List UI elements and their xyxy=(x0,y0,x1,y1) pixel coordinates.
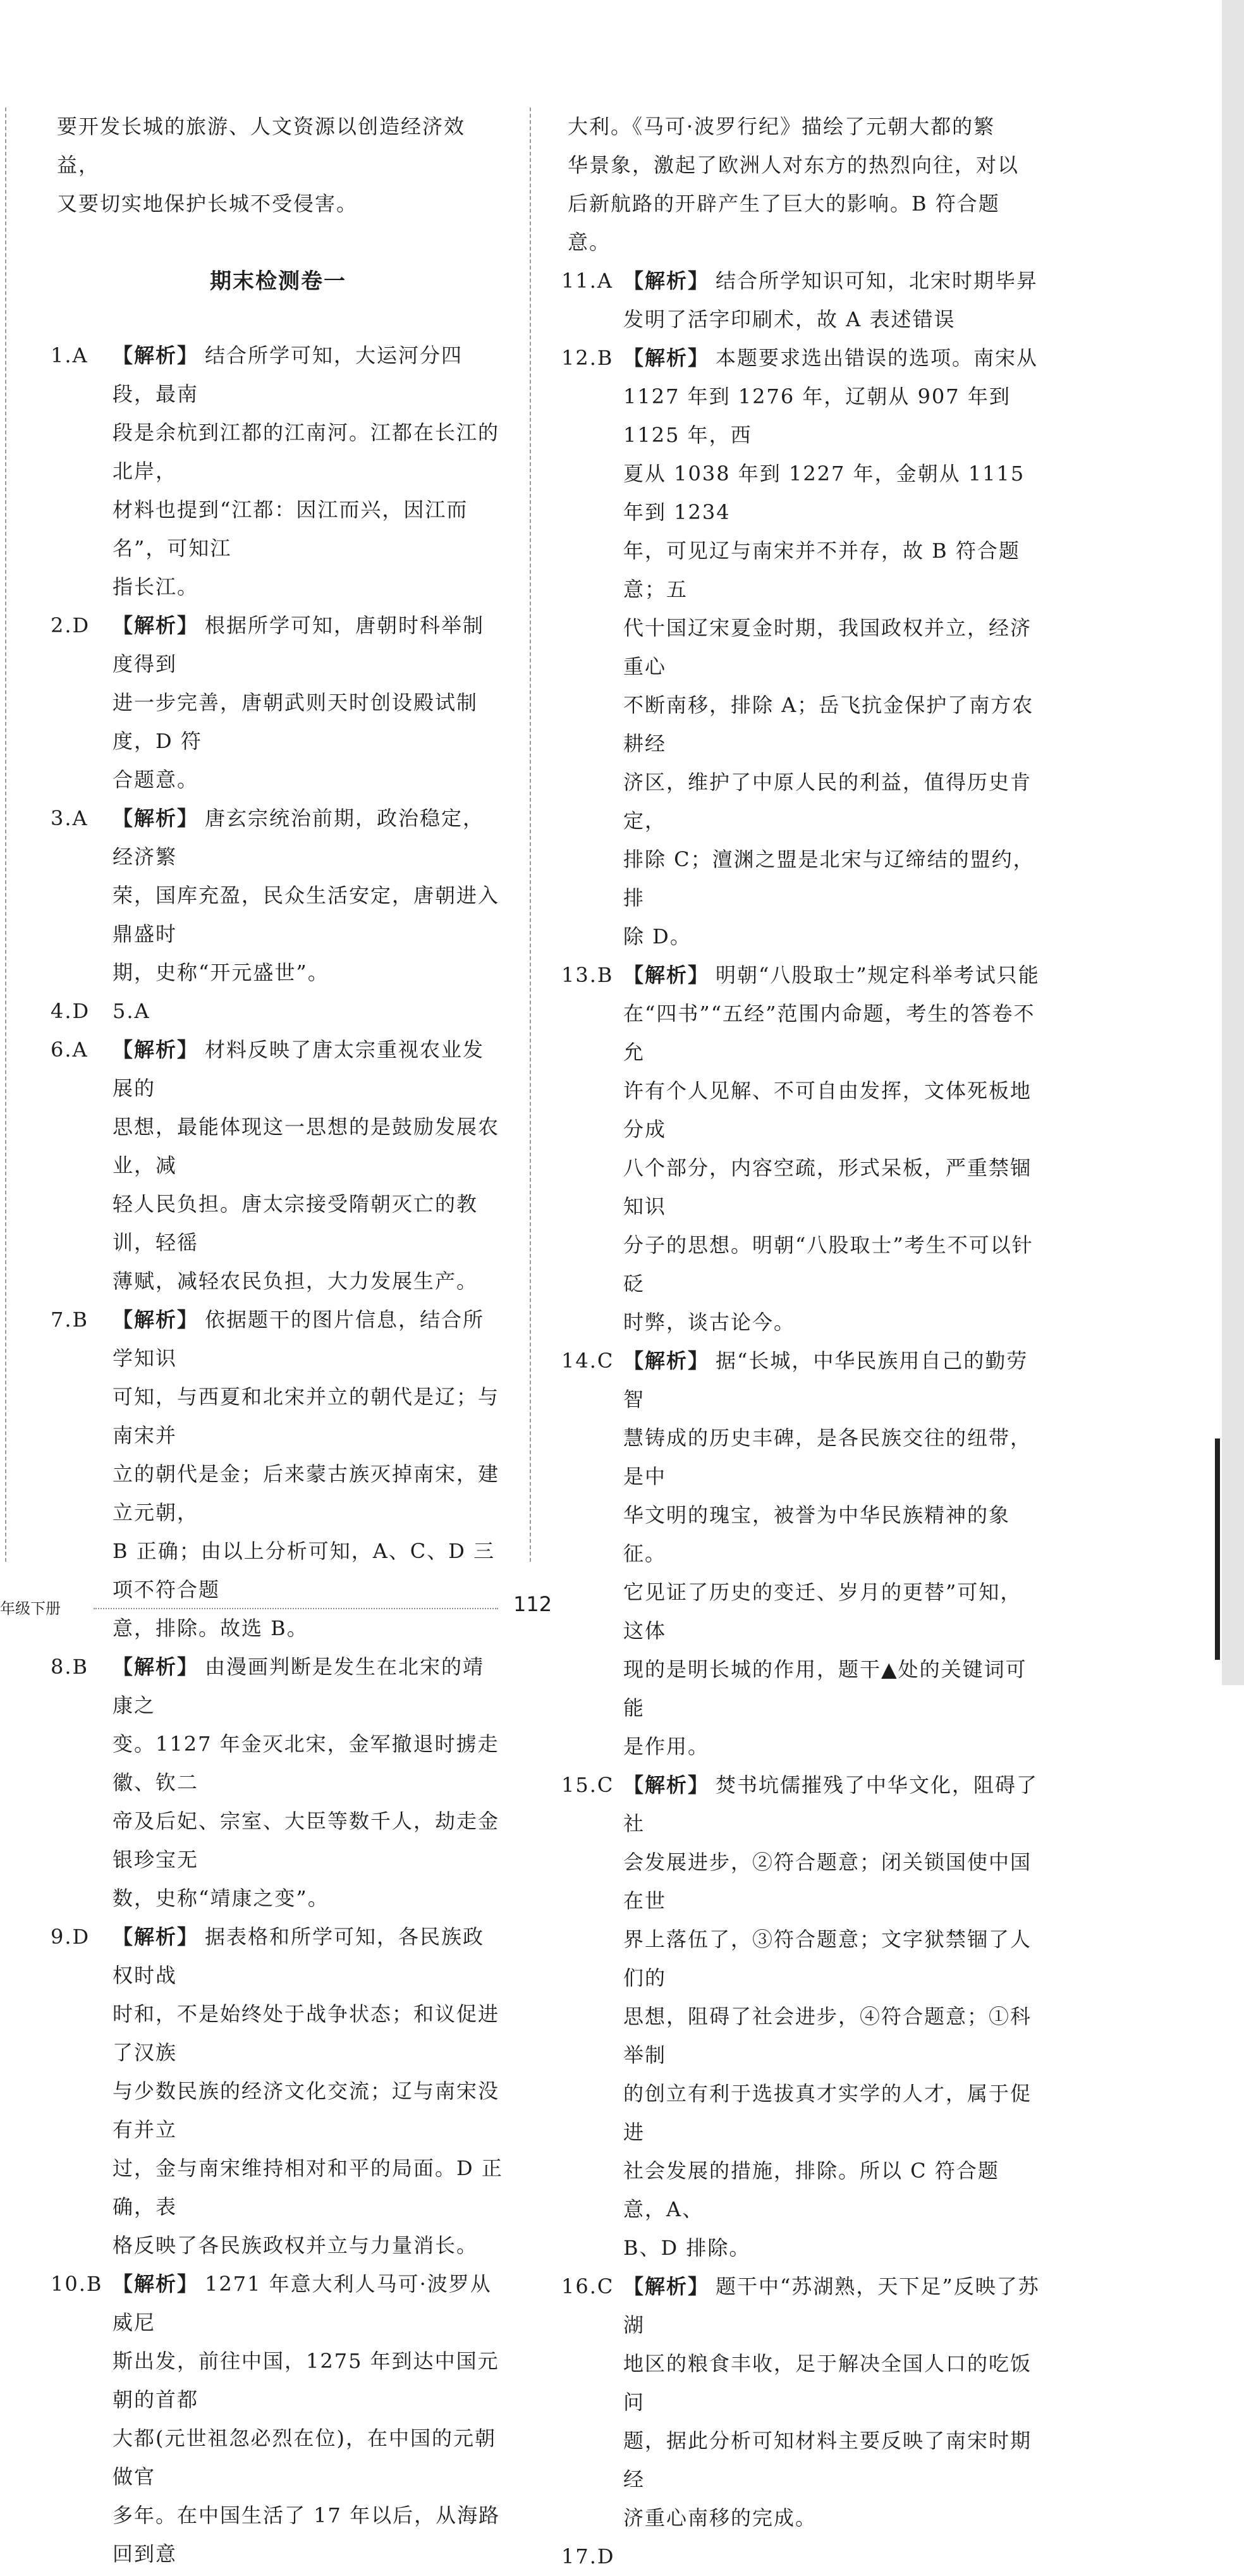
answer-text-line: 题，据此分析可知材料主要反映了南宋时期经 xyxy=(623,2429,1032,2491)
answer-item xyxy=(561,339,1042,377)
answer-item xyxy=(561,262,1042,300)
answer-item xyxy=(51,1301,506,1378)
answer-item xyxy=(51,799,506,876)
answer-text-line: 济区，维护了中原人民的利益，值得历史肯定， xyxy=(623,770,1032,833)
footer-grade-label: 年级下册 xyxy=(0,1600,61,1617)
answer-text: 本题要求选出错误的选项。南宋从 xyxy=(716,346,1039,370)
answer-number: 6.A xyxy=(51,1038,88,1062)
intro-line: 又要切实地保护长城不受侵害。 xyxy=(57,192,358,216)
answer-text-line: 济重心南移的完成。 xyxy=(623,2506,817,2530)
answer-number: 10.B xyxy=(51,2272,103,2296)
footer-dotted-line xyxy=(94,1608,498,1609)
answer-text: 题干中“苏湖熟，天下足”反映了苏湖 xyxy=(623,2274,1040,2337)
answer-number: 3.A xyxy=(51,806,88,830)
answer-number: 2.D xyxy=(51,613,90,637)
page-number: 112 xyxy=(513,1592,552,1616)
answer-text-line: 思想，最能体现这一思想的是鼓励发展农业，减 xyxy=(113,1115,500,1177)
page-edge-shadow xyxy=(1222,0,1244,1685)
answer-text-line: 过，金与南宋维持相对和平的局面。D 正确，表 xyxy=(113,2156,503,2219)
answer-text-line: 在“四书”“五经”范围内命题，考生的答卷不允 xyxy=(623,1002,1035,1064)
answer-text-line: 荣，国库充盈，民众生活安定，唐朝进入鼎盛时 xyxy=(113,883,500,946)
answer-text: 材料反映了唐太宗重视农业发展的 xyxy=(113,1038,485,1100)
answer-item xyxy=(51,336,506,414)
analysis-tag: 【解析】 xyxy=(623,963,710,987)
answer-text-line: 界上落伍了，③符合题意；文字狱禁锢了人们的 xyxy=(623,1927,1032,1990)
right-column xyxy=(561,107,1042,2576)
analysis-tag: 【解析】 xyxy=(113,613,199,637)
answer-text: 根据所学可知，唐朝时科举制度得到 xyxy=(113,613,485,676)
answer-number: 11.A xyxy=(561,269,613,293)
answer-text-line: 年，可见辽与南宋并不并存，故 B 符合题意；五 xyxy=(623,539,1020,601)
answer-text: 焚书坑儒摧残了中华文化，阻碍了社 xyxy=(623,1773,1039,1836)
answer-text-line: 代十国辽宋夏金时期，我国政权并立，经济重心 xyxy=(623,616,1032,678)
intro-line: 要开发长城的旅游、人文资源以创造经济效益， xyxy=(57,114,466,177)
answer-number: 15.C xyxy=(561,1773,614,1797)
answer-item xyxy=(51,1918,506,1995)
answer-text-line: 大都(元世祖忽必烈在位)，在中国的元朝做官 xyxy=(113,2426,496,2489)
answer-text: 由漫画判断是发生在北宋的靖康之 xyxy=(113,1655,485,1717)
answer-text-line: 八个部分，内容空疏，形式呆板，严重禁锢知识 xyxy=(623,1156,1032,1218)
answer-text-line: 地区的粮食丰收，足于解决全国人口的吃饭问 xyxy=(623,2352,1032,2414)
answer-number: 12.B xyxy=(561,346,614,370)
answer-text: 依据题干的图片信息，结合所学知识 xyxy=(113,1308,485,1370)
analysis-tag: 【解析】 xyxy=(113,1925,199,1949)
analysis-tag: 【解析】 xyxy=(113,1038,199,1062)
answer-text-line: 可知，与西夏和北宋并立的朝代是辽；与南宋并 xyxy=(113,1385,500,1447)
analysis-tag: 【解析】 xyxy=(113,2272,199,2296)
answer-text-line: 会发展进步，②符合题意；闭关锁国使中国在世 xyxy=(623,1850,1032,1913)
answer-item xyxy=(51,2265,506,2342)
intro-line: 华景象，激起了欧洲人对东方的热烈向往，对以 xyxy=(568,153,1020,177)
answer-text: 结合所学可知，大运河分四段，最南 xyxy=(113,343,463,406)
answer-text-line: 时和，不是始终处于战争状态；和议促进了汉族 xyxy=(113,2002,500,2064)
answer-item xyxy=(51,1648,506,1725)
answer-item xyxy=(561,1766,1042,1843)
answer-text-line: 的创立有利于选拔真才实学的人才，属于促进 xyxy=(623,2082,1032,2144)
answer-text-line: 合题意。 xyxy=(113,768,199,792)
answer-text-line: 除 D。 xyxy=(623,924,692,948)
answer-text-line: B、D 排除。 xyxy=(623,2236,751,2260)
answer-number: 8.B xyxy=(51,1655,89,1679)
answer-number: 14.C xyxy=(561,1349,614,1373)
answer-text-line: 薄赋，减轻农民负担，大力发展生产。 xyxy=(113,1269,479,1293)
answer-text-line: 段是余杭到江都的江南河。江都在长江的北岸， xyxy=(113,420,500,483)
answer-text-line: 多年。在中国生活了 17 年以后，从海路回到意 xyxy=(113,2503,501,2566)
answer-text-line: 斯出发，前往中国，1275 年到达中国元朝的首都 xyxy=(113,2349,499,2412)
answer-text-line: 意，排除。故选 B。 xyxy=(113,1616,308,1640)
intro-line: 大利。《马可·波罗行纪》描绘了元朝大都的繁 xyxy=(568,114,996,138)
answer-text-line: 许有个人见解、不可自由发挥，文体死板地分成 xyxy=(623,1079,1032,1141)
analysis-tag: 【解析】 xyxy=(623,2274,710,2298)
answer-text-line: 思想，阻碍了社会进步，④符合题意；①科举制 xyxy=(623,2004,1032,2067)
answer-text-line: 现的是明长城的作用，题干▲处的关键词可能 xyxy=(623,1657,1027,1720)
answer-item xyxy=(51,992,506,1031)
answer-text: 结合所学知识可知，北宋时期毕昇 xyxy=(716,269,1039,293)
answer-text-line: 立的朝代是金；后来蒙古族灭掉南宋，建立元朝， xyxy=(113,1462,500,1524)
left-column xyxy=(51,107,506,2573)
answer-text-line: 指长江。 xyxy=(113,575,199,599)
answer-text-line: 轻人民负担。唐太宗接受隋朝灭亡的教训，轻徭 xyxy=(113,1192,479,1254)
answer-text: 5.A xyxy=(113,999,150,1023)
analysis-tag: 【解析】 xyxy=(113,806,199,830)
left-margin-rule xyxy=(5,107,6,1562)
answer-text: 明朝“八股取士”规定科举考试只能 xyxy=(716,963,1040,987)
answer-text-line: 慧铸成的历史丰碑，是各民族交往的纽带，是中 xyxy=(623,1426,1032,1488)
answer-text-line: 1127 年到 1276 年，辽朝从 907 年到 1125 年，西 xyxy=(623,384,1011,447)
answer-number: 1.A xyxy=(51,343,88,367)
analysis-tag: 【解析】 xyxy=(113,1308,199,1332)
answer-text: 据“长城，中华民族用自己的勤劳智 xyxy=(623,1349,1028,1411)
answer-text-line: 发明了活字印刷术，故 A 表述错误 xyxy=(623,307,956,331)
column-divider xyxy=(530,107,531,1562)
analysis-tag: 【解析】 xyxy=(113,1655,199,1679)
page-edge-bar xyxy=(1215,1438,1220,1660)
answer-text-line: 分子的思想。明朝“八股取士”考生不可以针砭 xyxy=(623,1233,1034,1296)
answer-number: 17.D xyxy=(561,2544,615,2568)
answer-item xyxy=(561,1342,1042,1419)
answer-text-line: 数，史称“靖康之变”。 xyxy=(113,1886,329,1910)
answer-item xyxy=(51,606,506,684)
answer-text-line: 格反映了各民族政权并立与力量消长。 xyxy=(113,2233,479,2257)
answer-number: 4.D xyxy=(51,999,90,1023)
answer-text-line: 帝及后妃、宗室、大臣等数千人，劫走金银珍宝无 xyxy=(113,1809,500,1872)
answer-text: 据表格和所学可知，各民族政权时战 xyxy=(113,1925,485,1987)
answer-text-line: 夏从 1038 年到 1227 年，金朝从 1115 年到 1234 xyxy=(623,462,1025,524)
answer-text-line: 进一步完善，唐朝武则天时创设殿试制度，D 符 xyxy=(113,690,479,753)
answer-number: 9.D xyxy=(51,1925,90,1949)
answer-text-line: 期，史称“开元盛世”。 xyxy=(113,960,329,984)
answer-text-line: 社会发展的措施，排除。所以 C 符合题意，A、 xyxy=(623,2159,999,2221)
answer-text-line: 材料也提到“江都：因江而兴，因江而名”，可知江 xyxy=(113,498,468,560)
answer-item xyxy=(51,1031,506,1108)
answer-item xyxy=(561,2537,1042,2576)
answer-text-line: 时弊，谈古论今。 xyxy=(623,1310,796,1334)
answer-text-line: 与少数民族的经济文化交流；辽与南宋没有并立 xyxy=(113,2079,500,2142)
answer-number: 7.B xyxy=(51,1308,89,1332)
answer-text: 唐玄宗统治前期，政治稳定，经济繁 xyxy=(113,806,485,869)
analysis-tag: 【解析】 xyxy=(623,1349,710,1373)
analysis-tag: 【解析】 xyxy=(623,346,710,370)
answer-number: 16.C xyxy=(561,2274,614,2298)
answer-text-line: 是作用。 xyxy=(623,1734,710,1758)
answer-text: 1271 年意大利人马可·波罗从威尼 xyxy=(113,2272,492,2334)
analysis-tag: 【解析】 xyxy=(113,343,199,367)
section-title: 期末检测卷一 xyxy=(210,269,346,294)
answer-text-line: B 正确；由以上分析可知，A、C、D 三项不符合题 xyxy=(113,1539,496,1602)
intro-line: 后新航路的开辟产生了巨大的影响。B 符合题意。 xyxy=(568,192,1000,254)
answer-text-line: 它见证了历史的变迁、岁月的更替”可知，这体 xyxy=(623,1580,1022,1643)
analysis-tag: 【解析】 xyxy=(623,1773,710,1797)
answer-text-line: 排除 C；澶渊之盟是北宋与辽缔结的盟约，排 xyxy=(623,847,1035,910)
answer-text-line: 变。1127 年金灭北宋，金军撤退时掳走徽、钦二 xyxy=(113,1732,499,1794)
answer-item xyxy=(561,956,1042,995)
answer-text-line: 华文明的瑰宝，被誉为中华民族精神的象征。 xyxy=(623,1503,1011,1566)
answer-number: 13.B xyxy=(561,963,614,987)
answer-item xyxy=(561,2267,1042,2345)
answer-text-line: 不断南移，排除 A；岳飞抗金保护了南方农耕经 xyxy=(623,693,1034,756)
analysis-tag: 【解析】 xyxy=(623,269,710,293)
